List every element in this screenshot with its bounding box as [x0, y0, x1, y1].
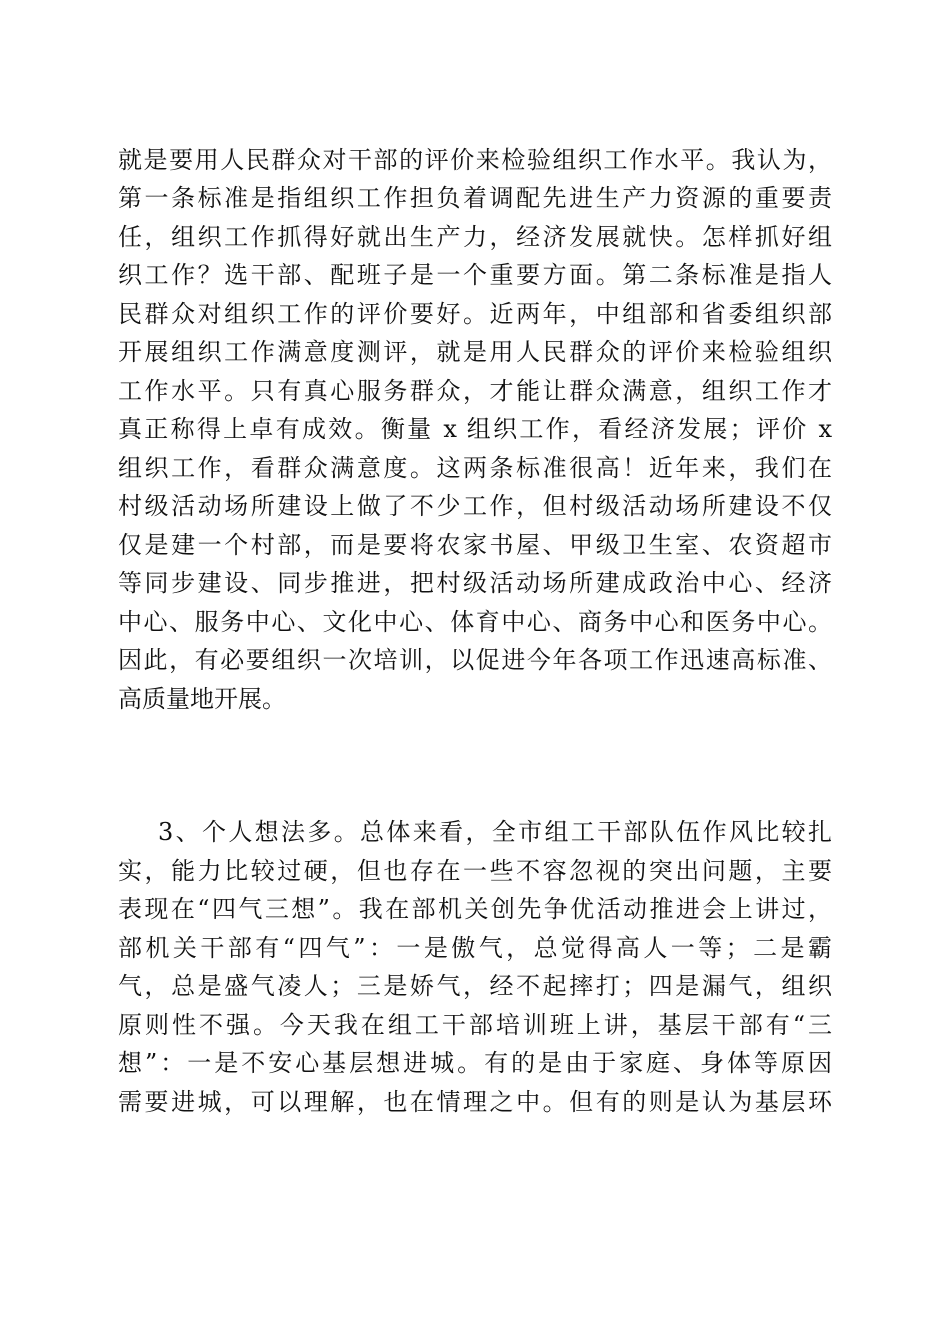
- text-line: 第一条标准是指组织工作担负着调配先进生产力资源的重要责: [118, 184, 832, 212]
- text-line: 部机关干部有“四气”：一是傲气，总觉得高人一等；二是霸: [118, 934, 832, 962]
- text-line: 工作水平。只有真心服务群众，才能让群众满意，组织工作才: [118, 377, 832, 405]
- text-line: 因此，有必要组织一次培训，以促进今年各项工作迅速高标准、: [118, 646, 832, 674]
- text-line: 想”：一是不安心基层想进城。有的是由于家庭、身体等原因: [118, 1049, 832, 1077]
- text-line: 真正称得上卓有成效。衡量 x 组织工作，看经济发展；评价 x: [118, 415, 832, 443]
- text-line: 民群众对组织工作的评价要好。近两年，中组部和省委组织部: [118, 300, 832, 328]
- text-line: 仅是建一个村部，而是要将农家书屋、甲级卫生室、农资超市: [118, 531, 832, 559]
- text-line: 3、个人想法多。总体来看，全市组工干部队伍作风比较扎: [158, 818, 832, 846]
- text-line: 等同步建设、同步推进，把村级活动场所建成政治中心、经济: [118, 569, 832, 597]
- text-line: 原则性不强。今天我在组工干部培训班上讲，基层干部有“三: [118, 1011, 832, 1039]
- text-line: 村级活动场所建设上做了不少工作，但村级活动场所建设不仅: [118, 492, 832, 520]
- text-line: 中心、服务中心、文化中心、体育中心、商务中心和医务中心。: [118, 608, 832, 636]
- text-line: 需要进城，可以理解，也在情理之中。但有的则是认为基层环: [118, 1088, 832, 1116]
- text-line: 开展组织工作满意度测评，就是用人民群众的评价来检验组织: [118, 338, 832, 366]
- text-line: 表现在“四气三想”。我在部机关创先争优活动推进会上讲过，: [118, 895, 832, 923]
- text-line: 实，能力比较过硬，但也存在一些不容忽视的突出问题，主要: [118, 857, 832, 885]
- text-line: 高质量地开展。: [118, 685, 286, 713]
- text-line: 组织工作，看群众满意度。这两条标准很高！近年来，我们在: [118, 454, 832, 482]
- text-line: 任，组织工作抓得好就出生产力，经济发展就快。怎样抓好组: [118, 223, 832, 251]
- text-line: 织工作？选干部、配班子是一个重要方面。第二条标准是指人: [118, 261, 832, 289]
- text-line: 就是要用人民群众对干部的评价来检验组织工作水平。我认为，: [118, 146, 832, 174]
- text-line: 气，总是盛气凌人；三是娇气，经不起摔打；四是漏气，组织: [118, 972, 832, 1000]
